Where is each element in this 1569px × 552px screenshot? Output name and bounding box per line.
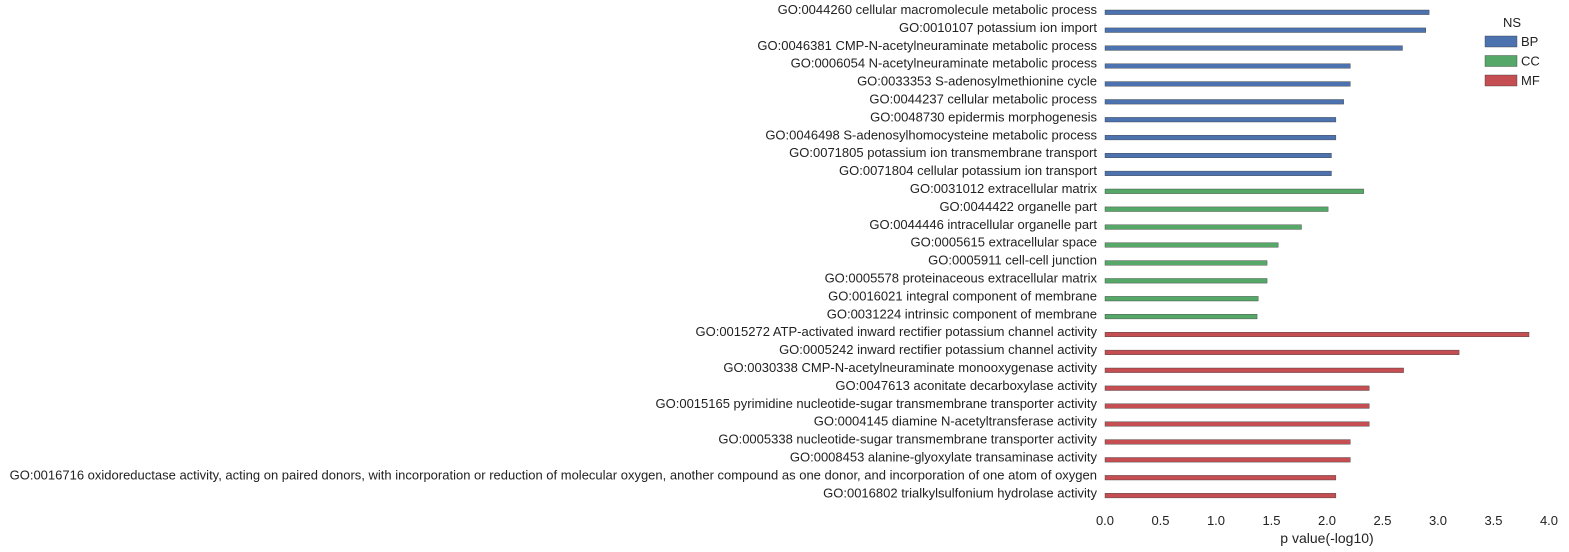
bar-cc [1105,207,1328,212]
bar-bp [1105,64,1350,69]
category-label: GO:0047613 aconitate decarboxylase activity [835,377,1097,393]
category-label: GO:0044237 cellular metabolic process [869,91,1097,107]
legend [1485,15,1540,88]
category-label: GO:0005242 inward rectifier potassium channel activity [779,342,1097,358]
category-label: GO:0016802 trialkylsulfonium hydrolase activity [823,485,1097,501]
bar-bp [1105,46,1402,51]
bar-bp [1105,153,1331,158]
category-label: GO:0010107 potassium ion import [899,19,1097,35]
category-label: GO:0046381 CMP-N-acetylneuraminate metabolic process [757,37,1097,53]
legend-swatch-cc [1485,56,1517,67]
bar-bp [1105,82,1350,87]
legend-swatch-bp [1485,36,1517,47]
bar-mf [1105,332,1529,337]
bar-mf [1105,440,1350,445]
x-tick-label: 1.0 [1206,513,1226,528]
bars-layer [1105,10,1529,498]
legend-label-bp: BP [1521,34,1539,49]
bar-mf [1105,404,1369,409]
category-label: GO:0015165 pyrimidine nucleotide-sugar transmembrane transporter activity [655,395,1097,411]
category-label: GO:0015272 ATP-activated inward rectifier potassium channel activity [695,324,1097,340]
bar-mf [1105,368,1404,373]
bar-mf [1105,493,1336,498]
category-label: GO:0030338 CMP-N-acetylneuraminate monooxygenase activity [723,360,1097,375]
legend-swatch-mf [1485,75,1517,86]
bar-bp [1105,135,1336,140]
x-tick-label: 3.5 [1484,513,1503,528]
category-label: GO:0048730 epidermis morphogenesis [870,109,1097,125]
category-label: GO:0004145 diamine N-acetyltransferase activity [813,413,1097,429]
bar-cc [1105,261,1267,266]
x-tick-label: 4.0 [1539,513,1559,528]
bar-bp [1105,171,1331,176]
bar-bp [1105,10,1429,15]
category-label: GO:0005578 proteinaceous extracellular matrix [824,270,1097,286]
x-tick-label: 1.5 [1262,513,1281,528]
bar-cc [1105,243,1278,248]
category-label: GO:0005338 nucleotide-sugar transmembrane transporter activity [718,431,1097,447]
category-label: GO:0031224 intrinsic component of membrane [826,306,1097,322]
legend-entries [1485,34,1540,88]
bar-bp [1105,28,1426,33]
category-label: GO:0006054 N-acetylneuraminate metabolic process [790,55,1097,71]
x-axis-title: p value(-log10) [1280,530,1374,546]
category-label: GO:0016716 oxidoreductase activity, acting on paired donors, with incorporation or reduction of molecular oxygen, another compound as one donor, and incorporation of one atom of oxygen [9,467,1097,483]
x-tick-label: 0.5 [1151,513,1170,528]
x-tick-label: 2.5 [1373,513,1392,528]
category-label: GO:0005911 cell-cell junction [928,252,1097,268]
bar-cc [1105,225,1301,230]
category-labels-layer [10,2,1098,500]
legend-label-mf: MF [1521,73,1540,88]
bar-mf [1105,475,1336,480]
category-label: GO:0016021 integral component of membrane [828,288,1097,304]
bar-mf [1105,458,1350,463]
category-label: GO:0005615 extracellular space [910,234,1097,250]
bar-mf [1105,422,1369,427]
category-label: GO:0033353 S-adenosylmethionine cycle [857,73,1097,89]
bar-mf [1105,386,1369,391]
category-label: GO:0071805 potassium ion transmembrane transport [789,145,1097,161]
bar-mf [1105,350,1459,355]
category-label: GO:0044446 intracellular organelle part [869,216,1097,232]
legend-label-cc: CC [1521,53,1540,69]
category-label: GO:0008453 alanine-glyoxylate transaminase activity [789,449,1097,465]
bar-cc [1105,296,1258,301]
bar-bp [1105,100,1344,105]
x-tick-label: 3.0 [1428,513,1448,528]
x-tick-label: 0.0 [1095,513,1115,528]
legend-title: NS [1502,15,1522,30]
bar-bp [1105,117,1336,122]
category-label: GO:0044260 cellular macromolecule metabolic process [777,2,1097,17]
category-label: GO:0071804 cellular potassium ion transport [839,163,1097,179]
category-label: GO:0031012 extracellular matrix [909,181,1097,196]
category-label: GO:0044422 organelle part [939,198,1097,214]
bar-cc [1105,189,1364,194]
bar-cc [1105,314,1257,319]
x-axis [1096,513,1558,528]
category-label: GO:0046498 S-adenosylhomocysteine metabolic process [765,127,1097,143]
x-tick-label: 2.0 [1317,513,1337,528]
bar-cc [1105,279,1267,284]
